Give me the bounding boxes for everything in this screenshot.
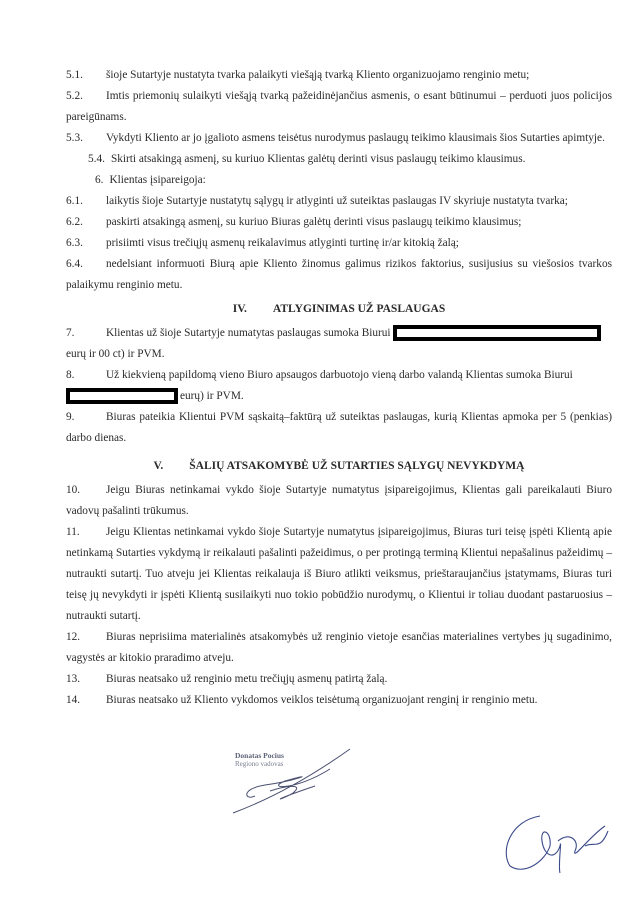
clause-number: 13. xyxy=(66,673,81,685)
clause-5-4 xyxy=(88,149,612,170)
clause-text: Vykdyti Kliento ar jo įgalioto asmens teisėtus nurodymus paslaugų teikimo klausimais šios Sutarties apimtyje. xyxy=(106,132,605,144)
section-title: ATLYGINIMAS UŽ PASLAUGAS xyxy=(272,303,446,315)
clause-12 xyxy=(66,627,612,669)
clause-5-2 xyxy=(66,86,612,128)
clause-6-3 xyxy=(66,233,612,254)
section-number: IV. xyxy=(232,303,247,315)
signatory-name: Donatas Pocius xyxy=(235,751,284,760)
clause-text: Už kiekvieną papildomą vieno Biuro apsaugos darbuotojo vieną darbo valandą Klientas sumoka Biurui xyxy=(106,369,573,381)
clause-number: 6.4. xyxy=(66,258,83,270)
clause-text-continued: eurų ir 00 ct) ir PVM. xyxy=(66,348,165,360)
clause-6-2 xyxy=(66,212,612,233)
clause-number: 5.3. xyxy=(66,132,83,144)
clause-number: 11. xyxy=(66,526,80,538)
clause-7 xyxy=(66,323,612,365)
contract-page xyxy=(66,0,612,871)
clause-13 xyxy=(66,669,612,690)
clause-text: Klientas už šioje Sutartyje numatytas paslaugas sumoka Biurui xyxy=(106,327,391,339)
clause-text: paskirti atsakingą asmenį, su kuriuo Biuras galėtų derinti visus paslaugų teikimo klausimus; xyxy=(106,216,522,228)
clause-number: 14. xyxy=(66,694,81,706)
clause-text: nedelsiant informuoti Biurą apie Kliento žinomus galimus rizikos faktorius, susijusius su viešosios tvarkos palaikymu renginio metu. xyxy=(66,258,612,291)
clause-6-4 xyxy=(66,254,612,296)
clause-text: Imtis priemonių sulaikyti viešąją tvarką pažeidinėjančius asmenis, o esant būtinumui – perduoti juos policijos pareigūnams. xyxy=(66,90,612,123)
clause-number: 8. xyxy=(66,369,75,381)
clause-14 xyxy=(66,690,612,711)
clause-9 xyxy=(66,407,612,449)
clause-text: Biuras neatsako už Kliento vykdomos veiklos teisėtumą organizuojant renginį ir renginio metu. xyxy=(106,694,538,706)
clause-5-3 xyxy=(66,128,612,149)
clause-8 xyxy=(66,365,612,407)
clause-text: Jeigu Klientas netinkamai vykdo šioje Sutartyje numatytus įsipareigojimus, Biuras turi teisę įspėti Klientą apie netinkamą Sutarties vykdymą ir reikalauti pašalinti pažeidimus, o per protingą terminą Klientui nepašalinus pažeidimų – nutraukti sutartį. Tuo atveju jei Klientas reikalauja iš Biuro atlikti veiksmus, prieštaraujančius įstatymams, Biuras turi teisę jų nevykdyti ir įspėti Klientą susilaikyti nuo tokio pobūdžio nurodymų, o Klientui ir toliau duodant pastaruosius – nutraukti sutartį. xyxy=(66,526,612,622)
clause-6-1 xyxy=(66,191,612,212)
clause-text-continued: eurų) ir PVM. xyxy=(180,390,244,402)
bureau-signature xyxy=(225,741,355,821)
signatory-role: Regiono vadovas xyxy=(235,760,284,768)
clause-number: 6.3. xyxy=(66,237,83,249)
clause-text: prisiimti visus trečiųjų asmenų reikalavimus atlyginti turtinę ir/ar kitokią žalą; xyxy=(106,237,459,249)
client-signature xyxy=(500,811,615,876)
redacted-amount xyxy=(393,325,601,341)
clause-text: Klientas įsipareigoja: xyxy=(109,174,206,186)
clause-text: Biuras pateikia Klientui PVM sąskaitą–faktūrą už suteiktas paslaugas, kurią Klientas apmoka per 5 (penkias) darbo dienas. xyxy=(66,411,612,444)
clause-10 xyxy=(66,480,612,522)
clause-11 xyxy=(66,522,612,627)
clause-number: 5.1. xyxy=(66,69,83,81)
clause-number: 6.1. xyxy=(66,195,83,207)
section-heading-v xyxy=(66,459,612,474)
clause-text: Jeigu Biuras netinkamai vykdo šioje Sutartyje numatytus įsipareigojimus, Klientas gali pareikalauti Biuro vadovų pašalinti trūkumus. xyxy=(66,484,612,517)
clause-number: 6. xyxy=(95,174,104,186)
clause-number: 5.2. xyxy=(66,90,83,102)
clause-text: Skirti atsakingą asmenį, su kuriuo Klientas galėtų derinti visus paslaugų teikimo klausimus. xyxy=(110,153,526,165)
clause-6 xyxy=(95,170,612,191)
clause-text: laikytis šioje Sutartyje nustatytų sąlygų ir atlyginti už suteiktas paslaugas IV skyriuje nustatyta tvarka; xyxy=(106,195,568,207)
clause-number: 5.4. xyxy=(88,153,105,165)
clause-5-1 xyxy=(66,65,612,86)
clause-number: 6.2. xyxy=(66,216,83,228)
clause-number: 7. xyxy=(66,327,75,339)
clause-number: 12. xyxy=(66,631,81,643)
redacted-amount xyxy=(66,388,178,404)
signature-area xyxy=(66,741,612,871)
section-heading-iv xyxy=(66,302,612,317)
clause-number: 10. xyxy=(66,484,81,496)
clause-text: šioje Sutartyje nustatyta tvarka palaikyti viešąją tvarką Kliento organizuojamo renginio metu; xyxy=(106,69,530,81)
clause-text: Biuras neprisiima materialinės atsakomybės už renginio vietoje esančias materialines vertybes jų sugadinimo, vagystės ar kitokio praradimo atveju. xyxy=(66,631,612,664)
clause-number: 9. xyxy=(66,411,75,423)
section-number: V. xyxy=(153,460,164,472)
section-title: ŠALIŲ ATSAKOMYBĖ UŽ SUTARTIES SĄLYGŲ NEVYKDYMĄ xyxy=(189,460,525,472)
clause-text: Biuras neatsako už renginio metu trečiųjų asmenų patirtą žalą. xyxy=(106,673,388,685)
